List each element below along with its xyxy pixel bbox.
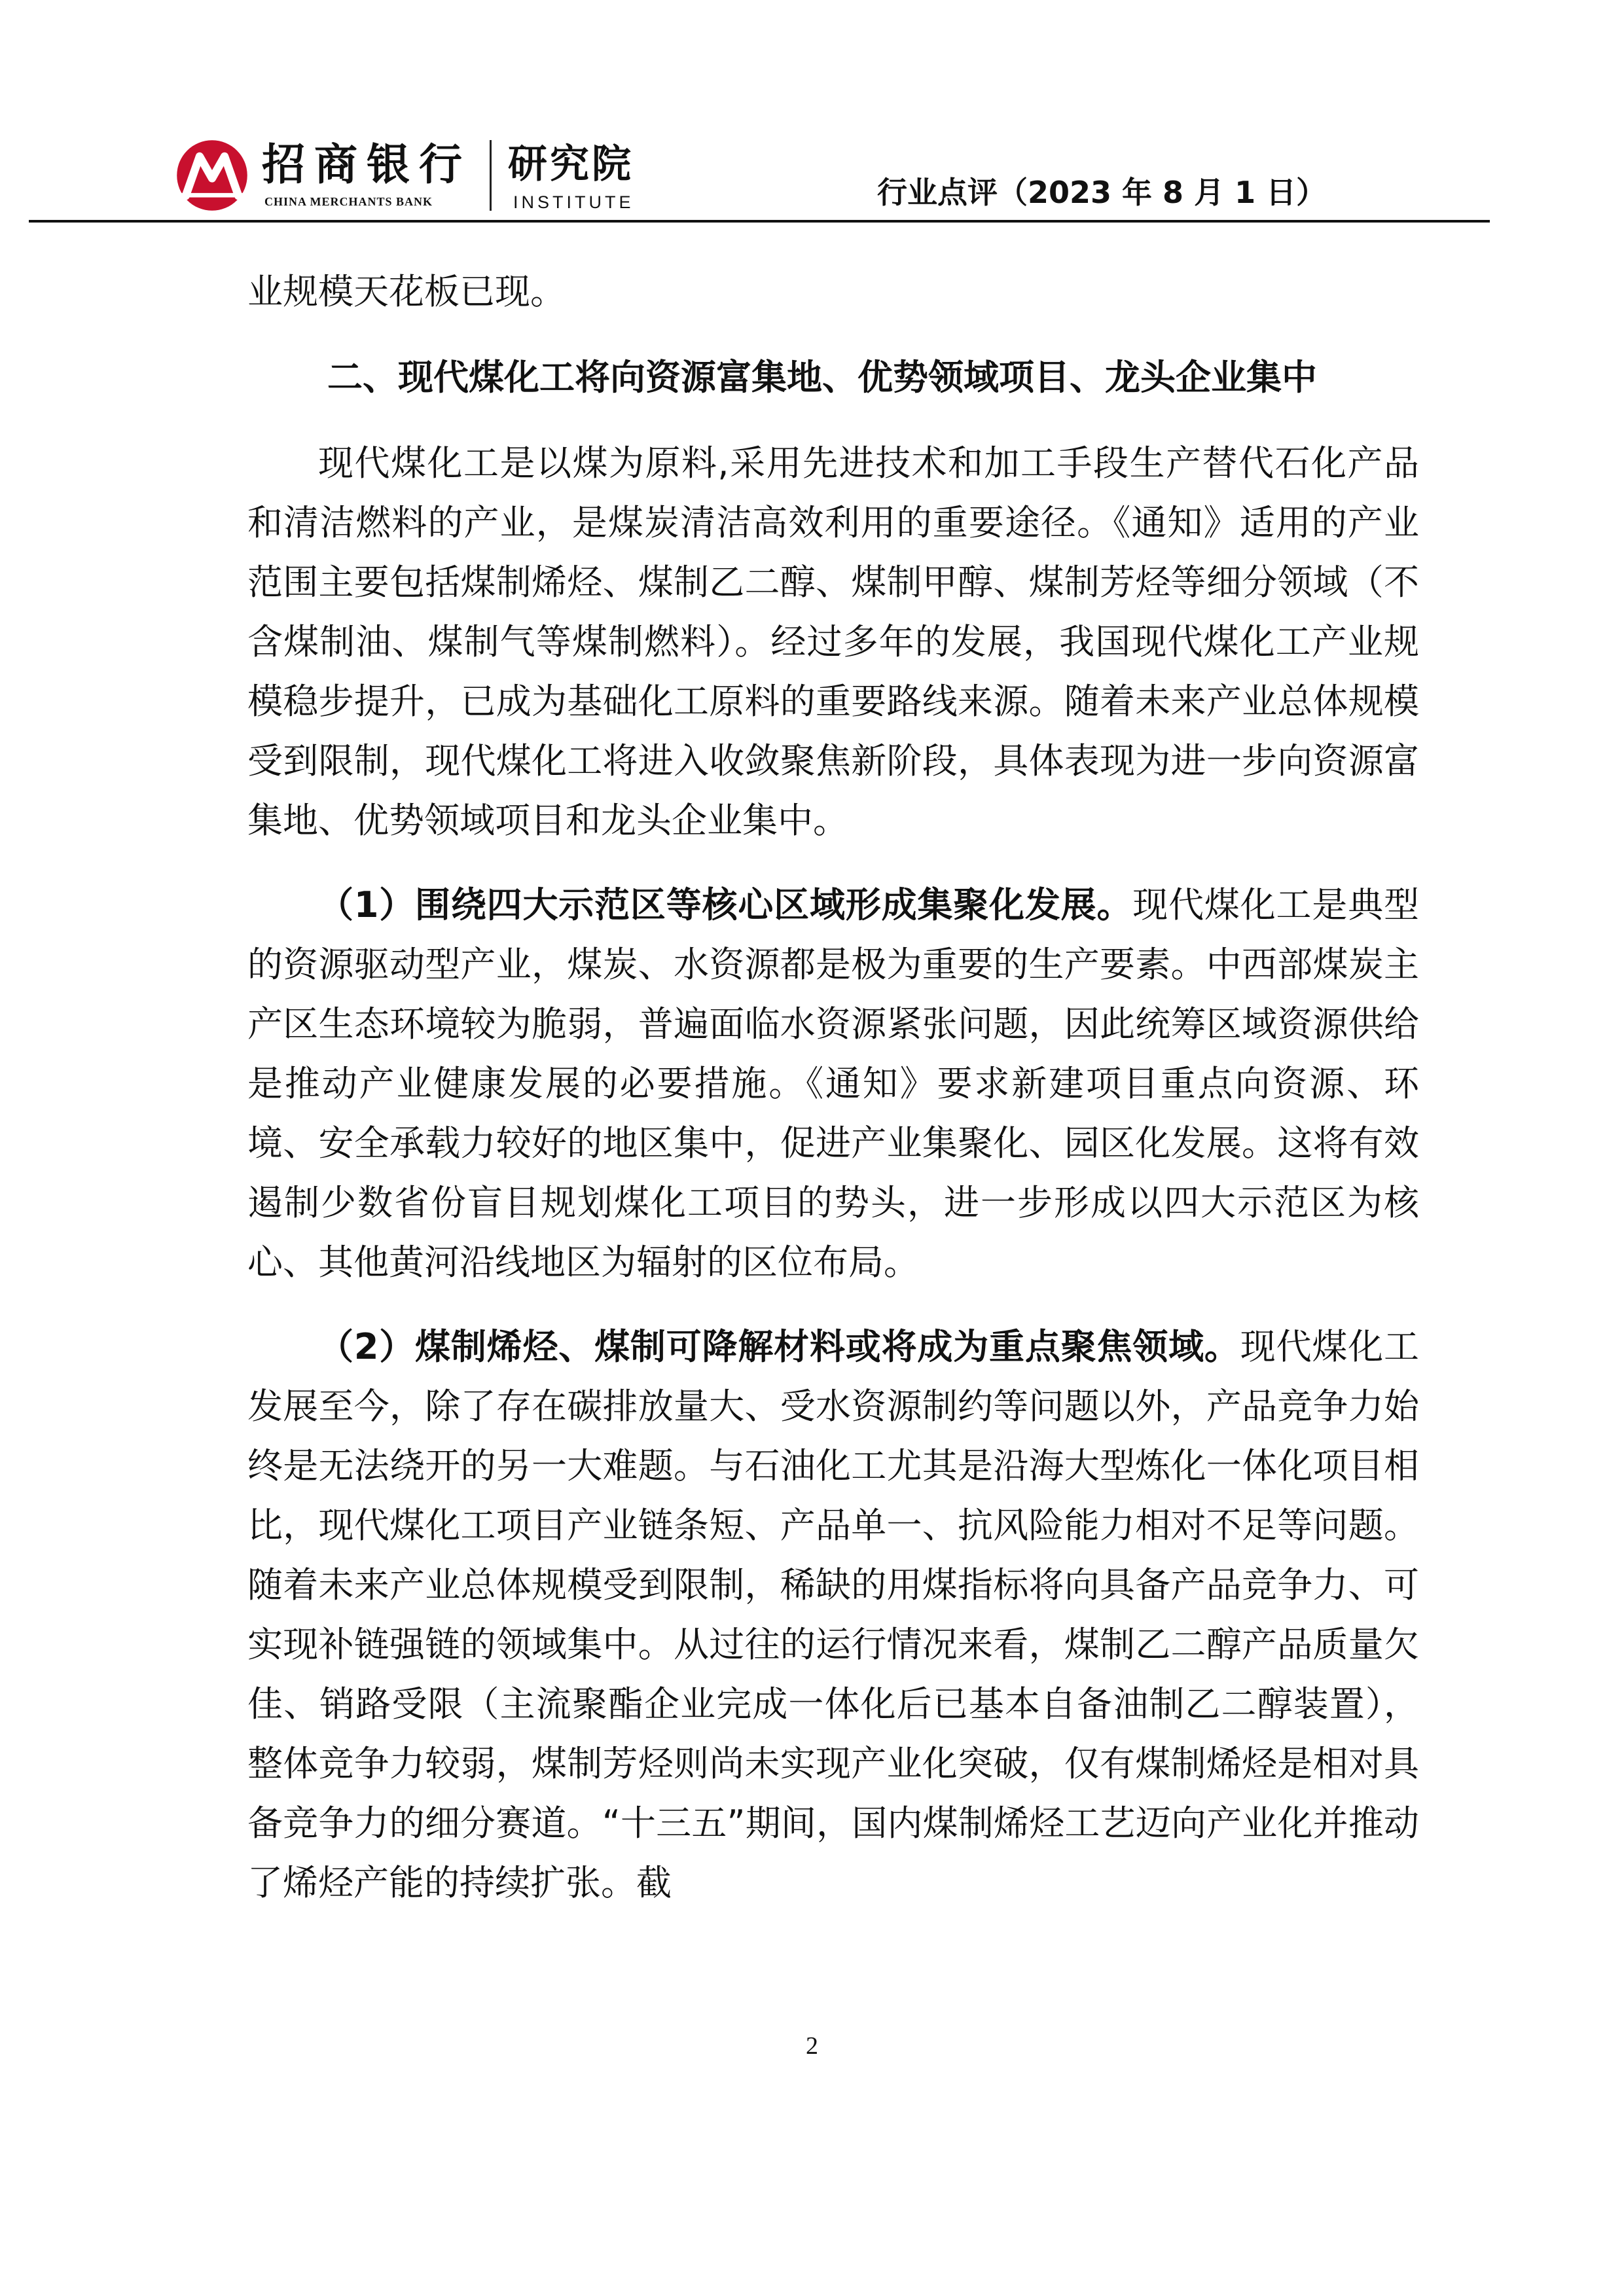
- document-body: [247, 262, 1419, 1912]
- institute-name-cn: 研究院: [508, 141, 634, 187]
- point-1-paragraph: [247, 875, 1419, 1292]
- paragraph-gap: [247, 850, 1419, 875]
- paragraph-gap: [247, 1292, 1419, 1317]
- cmb-logo-icon: [175, 139, 249, 212]
- page-number: 2: [806, 2032, 818, 2060]
- bank-name-en: CHINA MERCHANTS BANK: [264, 195, 433, 208]
- point-1-lead: （1）围绕四大示范区等核心区域形成集聚化发展。: [318, 884, 1133, 925]
- point-2-paragraph: [247, 1317, 1419, 1912]
- section-heading: 二、现代煤化工将向资源富集地、优势领域项目、龙头企业集中: [327, 357, 1317, 398]
- logo-divider: [490, 140, 492, 211]
- institute-name-en: INSTITUTE: [513, 192, 634, 212]
- intro-paragraph: 现代煤化工是以煤为原料,采用先进技术和加工手段生产替代石化产品和清洁燃料的产业，是煤炭清洁高效利用的重要途径。《通知》适用的产业范围主要包括煤制烯烃、煤制乙二醇、煤制甲醇、煤制芳烃等细分领域（不含煤制油、煤制气等煤制燃料）。经过多年的发展，我国现代煤化工产业规模稳步提升，已成为基础化工原料的重要路线来源。随着未来产业总体规模受到限制，现代煤化工将进入收敛聚焦新阶段，具体表现为进一步向资源富集地、优势领域项目和龙头企业集中。: [247, 442, 1419, 841]
- bank-name-cn: 招商银行: [262, 139, 471, 190]
- point-1-text: 现代煤化工是典型的资源驱动型产业，煤炭、水资源都是极为重要的生产要素。中西部煤炭主产区生态环境较为脆弱，普遍面临水资源紧张问题，因此统筹区域资源供给是推动产业健康发展的必要措施。《通知》要求新建项目重点向资源、环境、安全承载力较好的地区集中，促进产业集聚化、园区化发展。这将有效遏制少数省份盲目规划煤化工项目的势头，进一步形成以四大示范区为核心、其他黄河沿线地区为辐射的区位布局。: [247, 884, 1419, 1283]
- continuation-text: 业规模天花板已现。: [247, 271, 566, 312]
- header-divider: [29, 220, 1490, 223]
- point-2-text: 现代煤化工发展至今，除了存在碳排放量大、受水资源制约等问题以外，产品竞争力始终是无法绕开的另一大难题。与石油化工尤其是沿海大型炼化一体化项目相比，现代煤化工项目产业链条短、产品单一、抗风险能力相对不足等问题。随着未来产业总体规模受到限制，稀缺的用煤指标将向具备产品竞争力、可实现补链强链的领域集中。从过往的运行情况来看，煤制乙二醇产品质量欠佳、销路受限（主流聚酯企业完成一体化后已基本自备油制乙二醇装置），整体竞争力较弱，煤制芳烃则尚未实现产业化突破，仅有煤制烯烃是相对具备竞争力的细分赛道。“十三五”期间，国内煤制烯烃工艺迈向产业化并推动了烯烃产能的持续扩张。截: [247, 1326, 1420, 1903]
- page-header: [0, 0, 1624, 229]
- report-type: 行业点评（2023 年 8 月 1 日）: [877, 175, 1327, 210]
- point-2-lead: （2）煤制烯烃、煤制可降解材料或将成为重点聚焦领域。: [318, 1326, 1240, 1367]
